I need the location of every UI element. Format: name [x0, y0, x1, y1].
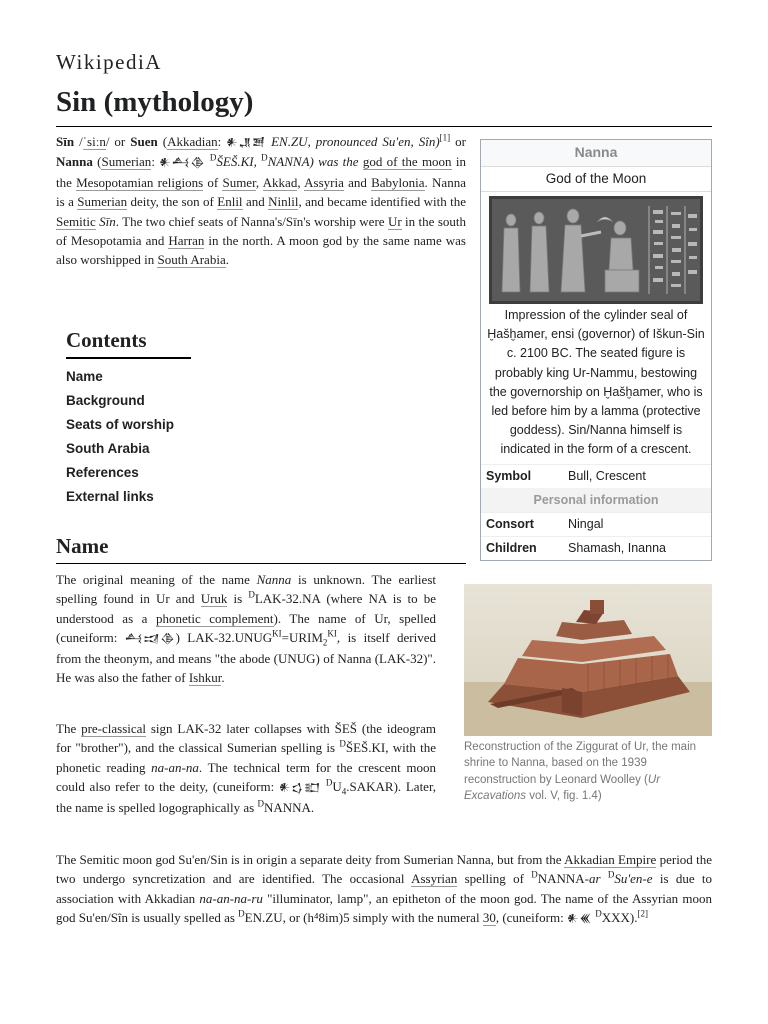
text: EN.ZU, or (h⁴8im)5 simply with the numeral	[244, 910, 483, 926]
text: ). The name of Ur, spelled (cuneiform:	[56, 610, 436, 646]
text: U	[332, 779, 342, 795]
text: ŠEŠ.KI,	[216, 154, 262, 170]
link-30[interactable]: 30	[482, 910, 496, 926]
infobox-image-caption: Impression of the cylinder seal of Ḫašḫamer, ensi (governor) of Iškun-Sin c. 2100 BC. The seated figure is probably king Ur-Nammu, bestowing the governorship on Ḫašḫamer, who is led before him by a lamma (protective goddess). Sin/Nanna himself is indicated in the form of a crescent.	[487, 308, 705, 457]
text: , is itself derived from the theonym, and means "the abode (UNUG) of Nanna (LAK-32)". He was also the father of	[56, 630, 436, 686]
text: NANNA.	[263, 799, 315, 815]
text: D	[607, 870, 615, 881]
text: of	[203, 174, 223, 190]
infobox-section-header: Personal information	[481, 488, 711, 512]
cuneiform-text: 𒋀𒀕𒆠	[124, 632, 176, 646]
text: .	[221, 670, 225, 686]
link-sumerian[interactable]: Sumerian	[101, 154, 152, 170]
link-south-arabia[interactable]: South Arabia	[157, 252, 226, 268]
link-akkadian[interactable]: Akkadian	[167, 134, 218, 149]
text: Ur Excavations	[464, 773, 661, 803]
lead-paragraph	[56, 132, 466, 270]
text: / or	[105, 134, 131, 149]
text: :	[217, 134, 227, 149]
text: .	[225, 252, 229, 268]
text: ) LAK-32.UNUG	[175, 630, 273, 646]
text: =URIM	[281, 630, 323, 646]
text: and	[242, 194, 269, 210]
toc-heading: Contents	[66, 328, 191, 359]
title-divider	[56, 126, 712, 127]
section-heading-name: Name	[56, 534, 109, 558]
text: Sīn	[99, 213, 116, 229]
toc-item-background[interactable]: Background	[66, 393, 145, 408]
text: KI	[327, 628, 337, 639]
ziggurat-figure	[464, 584, 712, 805]
ipa-link[interactable]: siː	[87, 134, 100, 149]
text: or	[450, 134, 466, 149]
infobox-row-consort	[481, 512, 711, 536]
link-ur[interactable]: Ur	[387, 213, 402, 229]
section-divider	[56, 563, 466, 564]
cylinder-seal-image[interactable]	[489, 196, 703, 304]
infobox-value: Ningal	[568, 516, 604, 531]
ziggurat-image[interactable]	[464, 584, 712, 736]
infobox-row-symbol	[481, 464, 711, 488]
citation-2[interactable]: [2]	[637, 908, 649, 919]
link-god-of-the-moon[interactable]: god of the moon	[362, 154, 452, 170]
lead-bold-suen: Suen	[130, 134, 158, 149]
ipa-link[interactable]: n	[99, 134, 106, 149]
infobox-value: Bull, Crescent	[568, 468, 646, 483]
text: NANNA-	[537, 871, 589, 887]
text: D	[209, 153, 217, 164]
text: (	[92, 154, 102, 170]
toc-item-name[interactable]: Name	[66, 369, 103, 384]
link-harran[interactable]: Harran	[168, 233, 205, 249]
toc-item-external-links[interactable]: External links	[66, 489, 154, 504]
name-paragraph-3	[56, 850, 712, 929]
text: D	[531, 870, 538, 881]
link-uruk[interactable]: Uruk	[200, 591, 228, 607]
text: na-an-na-ru	[199, 890, 263, 906]
cuneiform-text: 𒀭𒌓𒊬	[278, 781, 322, 795]
name-paragraph-1	[56, 570, 436, 687]
text: is	[227, 591, 249, 607]
link-babylonia[interactable]: Babylonia	[371, 174, 425, 190]
link-mesopotamian-religions[interactable]: Mesopotamian religions	[76, 174, 204, 190]
link-akkadian-empire[interactable]: Akkadian Empire	[564, 852, 657, 867]
text: ,	[297, 174, 305, 190]
text: D	[339, 739, 346, 750]
text: Reconstruction of the Ziggurat of Ur, the main shrine to Nanna, based on the 1939 reconstruction by Leonard Woolley (	[464, 741, 697, 786]
text: . The technical term for the crescent moon could also refer to the deity, (cuneiform:	[56, 759, 436, 795]
text: , and became identified with the	[298, 194, 466, 210]
text: /	[74, 134, 83, 149]
link-assyrian[interactable]: Assyrian	[411, 871, 458, 887]
text: The Semitic moon god Su'en/Sin is in origin a separate deity from Sumerian Nanna, but from the	[56, 852, 565, 867]
text: . The two chief seats of Nanna's/Sīn's worship were	[115, 213, 388, 229]
cuneiform-text: 𒀭𒋀𒆠	[159, 156, 206, 170]
text: . Nanna is a	[56, 174, 466, 210]
infobox-label: Children	[486, 540, 537, 555]
toc-item-seats-of-worship[interactable]: Seats of worship	[66, 417, 175, 432]
text: D	[595, 908, 602, 919]
citation-1[interactable]: [1]	[439, 132, 451, 143]
text: period the two undergo syncretization and are identified. The occasional	[56, 852, 712, 887]
cuneiform-text: 𒀭𒂗𒍪	[226, 136, 267, 149]
toc-item-references[interactable]: References	[66, 465, 139, 480]
text: , (cuneiform:	[495, 910, 567, 926]
text: EN.ZU, pronounced Su'en, Sîn)	[266, 134, 440, 149]
lead-bold-sin: Sīn	[56, 134, 75, 149]
infobox-value: Shamash, Inanna	[568, 540, 666, 555]
text: Su'en-e	[614, 871, 653, 887]
text: na-an-na	[151, 759, 199, 775]
text: The original meaning of the name	[56, 572, 257, 587]
toc-list	[66, 365, 191, 509]
link-semitic[interactable]: Semitic	[56, 213, 96, 229]
text: D	[238, 908, 245, 919]
ipa-link[interactable]: ˈ	[82, 134, 88, 149]
link-ishkur[interactable]: Ishkur	[188, 670, 222, 686]
text: KI	[272, 628, 282, 639]
text: "illuminator, lamp", an epitheton of the moon god. The name of the Assyrian moon god Su'en/Sîn is usually spelled as	[56, 890, 712, 926]
text: D	[257, 798, 264, 809]
wikipedia-logo[interactable]: WikipediA	[56, 50, 162, 74]
text: in the	[56, 154, 466, 190]
link-pre-classical[interactable]: pre-classical	[81, 721, 147, 736]
text: .SAKAR). Later, the name is spelled logographically as	[56, 779, 437, 815]
infobox	[480, 139, 712, 561]
link-phonetic-complement[interactable]: phonetic complement	[155, 610, 274, 626]
text: vol. V, fig. 1.4)	[526, 790, 602, 803]
text: is unknown. The earliest spelling found in Ur and	[56, 572, 436, 607]
text: D	[325, 777, 333, 788]
infobox-label: Consort	[486, 516, 534, 531]
text: XXX).	[601, 910, 638, 926]
ziggurat-caption	[464, 739, 712, 805]
lead-bold-nanna: Nanna	[56, 154, 93, 170]
link-assyria[interactable]: Assyria	[304, 174, 344, 190]
text: 4	[341, 786, 347, 797]
text: deity, the son of	[127, 194, 218, 210]
text: 2	[322, 637, 328, 648]
text: D	[248, 590, 255, 601]
text: D	[261, 153, 268, 164]
link-akkad[interactable]: Akkad	[262, 174, 298, 190]
text: ar	[589, 871, 601, 887]
toc-item-south-arabia[interactable]: South Arabia	[66, 441, 150, 456]
text: in the south of Mesopotamia and	[56, 213, 467, 249]
text: spelling of	[457, 871, 532, 887]
link-ninlil[interactable]: Ninlil	[268, 194, 299, 210]
text: ŠEŠ.KI, with the phonetic reading	[56, 740, 436, 775]
text: and	[343, 174, 372, 190]
page-title: Sin (mythology)	[56, 86, 254, 118]
infobox-row-children	[481, 536, 711, 560]
infobox-subtitle: God of the Moon	[481, 167, 711, 192]
text: :	[151, 154, 160, 170]
text: is due to association with Akkadian	[56, 871, 713, 906]
name-paragraph-2	[56, 719, 436, 817]
text: in the north. A moon god by the same name was also worshipped in	[56, 233, 466, 268]
link-sumer[interactable]: Sumer	[222, 174, 256, 190]
link-sumerian-2[interactable]: Sumerian	[77, 194, 128, 210]
text: The	[56, 721, 82, 736]
text: NANNA) was the	[267, 154, 363, 170]
text: (	[157, 134, 168, 149]
table-of-contents	[66, 328, 191, 509]
text: LAK-32.NA (where NA is to be understood as a	[56, 591, 437, 626]
infobox-title: Nanna	[481, 140, 711, 167]
infobox-label: Symbol	[486, 468, 532, 483]
text: sign LAK-32 later collapses with ŠEŠ (the ideogram for "brother"), and the classical Sumerian spelling is	[56, 721, 437, 756]
text: Nanna	[256, 572, 292, 587]
link-enlil[interactable]: Enlil	[217, 194, 243, 210]
text	[601, 871, 608, 886]
cuneiform-text: 𒀭𒌍	[566, 912, 593, 926]
text: ,	[255, 174, 263, 190]
